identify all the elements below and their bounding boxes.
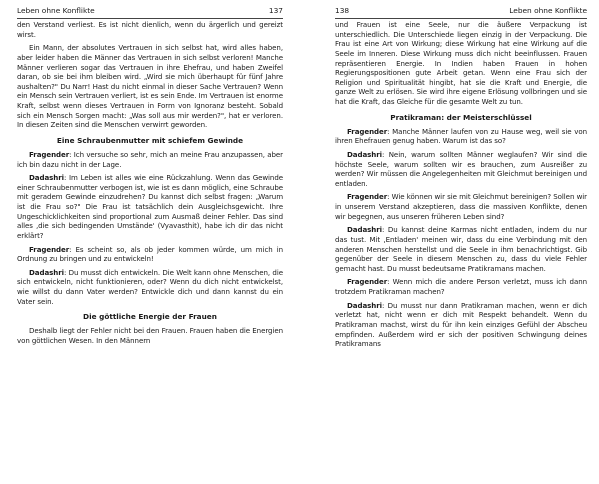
- right-dialogue-3: [335, 192, 587, 221]
- right-paragraph-1: und Frauen ist eine Seele, nur die äußere Verpackung ist unterschiedlich. Die Unterschiede liegen einzig in der Verpackung. Die Frau ist eine Art von Wirkung; diese Wirkung hat eine Wirkung auf die Seele im Inneren. Diese Wirkung muss dich nicht beeinflussen. Frauen repräsentieren Energie. In Indien haben Frauen in hohen Regierungspositionen gute Arbeit getan. Wenn eine Frau sich der Religion und Spiritualität hingibt, hat sie die Kraft und Energie, die ganze Welt zu erlösen. Sie wird ihre eigene Erlösung vollbringen und sie hat die Kraft, das Gleiche für die gesamte Welt zu tun.: [335, 20, 587, 106]
- left-header-rule: [17, 18, 283, 19]
- speaker-label: Fragender: [347, 277, 388, 287]
- dialogue-text: : Wenn mich die andere Person verletzt, muss ich dann trotzdem Pratikraman machen?: [335, 277, 587, 296]
- left-paragraph-2: Ein Mann, der absolutes Vertrauen in sich selbst hat, wird alles haben, aber leider haben die Männer das Vertrauen in sich selbst verloren! Manche Männer verlieren sogar das Vertrauen in ihre Ehefrau, und haben Zweifel daran, ob sie bei ihm bleiben wird. „Wird sie mich überhaupt für fünf Jahre aushalten?" Du Narr! Hast du nicht einmal in dieser Sache Vertrauen? Wenn ein Mensch sein Vertrauen verliert, ist es sein Ende. Im Vertrauen ist enorme Kraft, selbst wenn dieses Vertrauen in Form von Ignoranz besteht. Sobald sich ein Mensch Sorgen macht: „Was soll aus mir werden?", hat er verloren. In diesen Zeiten sind die Menschen verwirrt geworden.: [17, 43, 283, 130]
- right-header-rule: [335, 18, 587, 19]
- right-dialogue-5: [335, 277, 587, 296]
- dialogue-text: : Wie können wir sie mit Gleichmut bereinigen? Sollen wir in unserem Verstand akzeptieren, dass die massiven Konflikte, denen wir begegnen, aus unseren früheren Leben sind?: [335, 192, 587, 221]
- dialogue-text: : Du musst nur dann Pratikraman machen, wenn er dich verletzt hat, nicht wenn er dich mit Respekt behandelt. Wenn du Pratikraman machst, wirst du für ihn kein einziges Gefühl der Abscheu empfinden. Außerdem wird er sich der positiven Schwingung deines Pratikramans: [335, 300, 587, 349]
- left-heading-2: Die göttliche Energie der Frauen: [83, 312, 217, 322]
- left-heading-1: Eine Schraubenmutter mit schiefem Gewinde: [56, 135, 244, 145]
- right-dialogue-4: [335, 225, 587, 273]
- left-page-number: 137: [268, 6, 283, 15]
- speaker-label: Dadashri: [347, 225, 382, 235]
- left-running-header: [17, 6, 283, 18]
- speaker-label: Dadashri: [347, 149, 382, 159]
- speaker-label: Fragender: [29, 244, 70, 254]
- dialogue-text: : Du kannst deine Karmas nicht entladen, indem du nur das tust. Mit ‚Entladen' meinen wir, dass du eine Verbindung mit den anderen Menschen herstellst und die Seele in ihm benachrichtigst. Gib gegenüber der Seele in diesem Menschen zu, dass du viele Fehler gemacht hast. Du musst bedeutsame Pratikramans machen.: [335, 225, 587, 273]
- right-heading-1: Pratikraman: der Meisterschlüssel: [390, 112, 532, 122]
- right-page-number: 138: [335, 6, 350, 15]
- left-paragraph-3: Deshalb liegt der Fehler nicht bei den Frauen. Frauen haben die Energien von göttlichen Wesen. In den Männern: [17, 326, 283, 345]
- dialogue-text: : Ich versuche so sehr, mich an meine Frau anzupassen, aber ich bin dazu nicht in der Lage.: [17, 149, 283, 169]
- right-dialogue-2: [335, 150, 587, 189]
- dialogue-text: : Nein, warum sollten Männer weglaufen? Wir sind die höchste Seele, warum sollten wir es brauchen, zum Ausreißer zu werden? Wir müssen die Angelegenheiten mit Gleichmut bereinigen und entladen.: [335, 149, 587, 188]
- speaker-label: Dadashri: [347, 300, 382, 310]
- right-dialogue-1: [335, 127, 587, 146]
- left-page: [0, 0, 292, 484]
- left-dialogue-1: [17, 150, 283, 169]
- speaker-label: Fragender: [347, 192, 388, 202]
- left-header-title: Leben ohne Konflikte: [17, 6, 95, 15]
- right-header-title: Leben ohne Konflikte: [509, 6, 587, 15]
- right-dialogue-6: [335, 301, 587, 349]
- left-paragraph-1: den Verstand verliest. Es ist nicht dienlich, wenn du ärgerlich und gereizt wirst.: [17, 20, 283, 39]
- speaker-label: Dadashri: [29, 267, 64, 277]
- dialogue-text: : Es scheint so, als ob jeder kommen würde, um mich in Ordnung zu bringen und zu entwickeln!: [17, 244, 283, 264]
- right-running-header: [335, 6, 587, 18]
- right-page: [307, 0, 599, 484]
- left-dialogue-2: [17, 173, 283, 240]
- dialogue-text: : Du musst dich entwickeln. Die Welt kann ohne Menschen, die sich entwickeln, nicht funktionieren, oder? Wenn du dich nicht entwickelst, wie willst du dann Vater werden? Entwickle dich und dann kannst du ein Vater sein.: [17, 267, 283, 306]
- speaker-label: Dadashri: [29, 173, 64, 183]
- dialogue-text: : Im Leben ist alles wie eine Rückzahlung. Wenn das Gewinde einer Schraubenmutter verbogen ist, wie ist es dann möglich, eine Schraube mit geradem Gewinde einzudrehen? Du kannst dich selbst fragen: „Warum ist die Frau so?" Die Frau ist tatsächlich dein Ausgleichsgewicht. Ihre Ungeschicklichkeiten sind proportional zum Ausmaß deiner Fehler. Das sind alles ‚die sich bedingenden Umstände' (Vyavasthit), habe ich dir das nicht erklärt?: [17, 173, 283, 240]
- speaker-label: Fragender: [29, 149, 70, 159]
- dialogue-text: : Manche Männer laufen von zu Hause weg, weil sie von ihren Ehefrauen genug haben. Warum ist das so?: [335, 126, 587, 146]
- left-dialogue-4: [17, 268, 283, 307]
- left-dialogue-3: [17, 245, 283, 264]
- speaker-label: Fragender: [347, 126, 388, 136]
